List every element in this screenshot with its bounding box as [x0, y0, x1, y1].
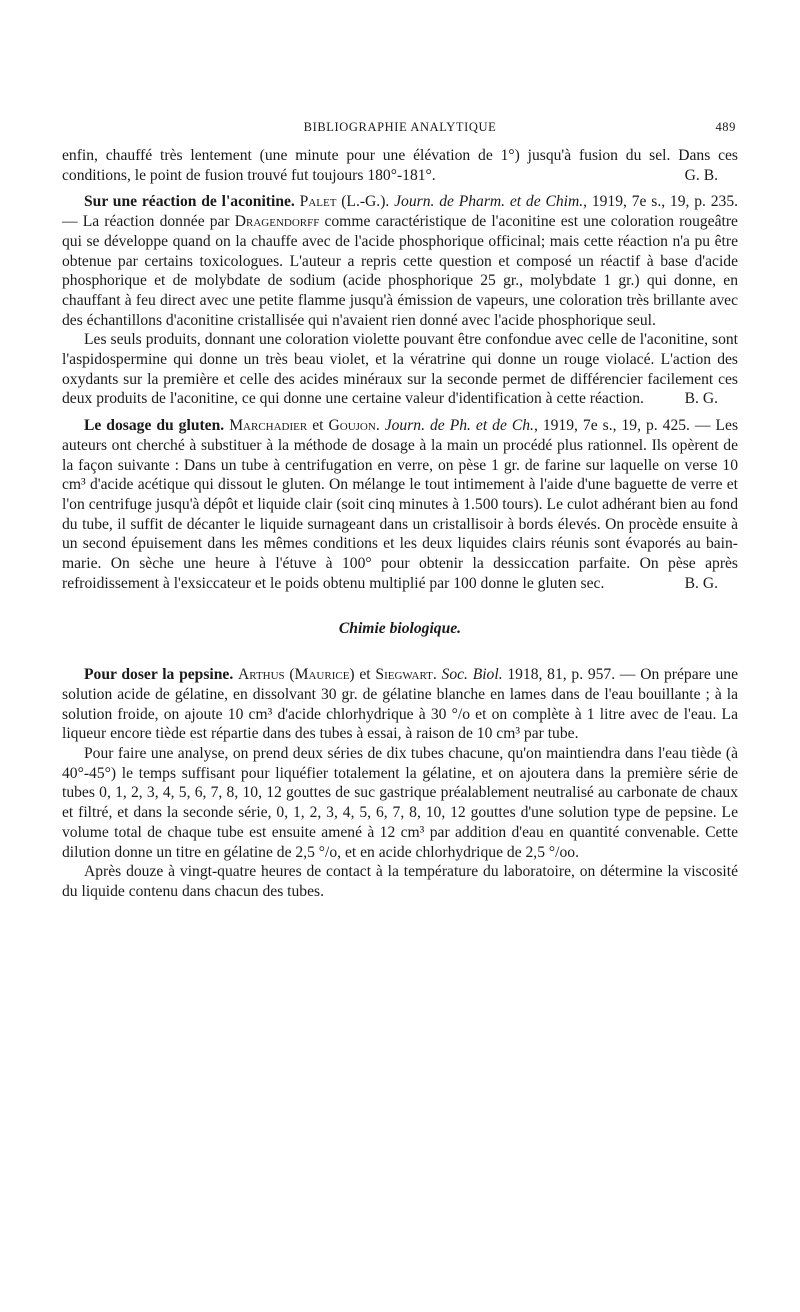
book-page [62, 118, 738, 902]
aconitine-body-b: comme caractéristique de l'aconitine est une coloration rougeâtre qui se développe quand on la chauffe avec de l'acide phosphorique officinal; mais cette réaction n'a pu être obtenue par certains toxicologues. L'auteur a repris cette question et composé un réactif à base d'acide phosphorique et de molybdate de sodium (acide phosphorique 25 gr., molybdate 1 gr.) qui donne, en chauffant à feu direct avec une petite flamme jusqu'à émission de vapeurs, une coloration très brillante avec des échantillons d'aconitine cristallisée qui n'avaient rien donné avec l'acide phosphorique seul. [62, 213, 738, 329]
pepsine-paragraph-2: Pour faire une analyse, on prend deux séries de dix tubes chacune, qu'on maintiendra dans l'eau tiède (à 40°-45°) le temps suffisant pour liquéfier totalement la gélatine, et on ajoutera dans la première série de tubes 0, 1, 2, 3, 4, 5, 6, 7, 8, 10, 12 gouttes de suc gastrique préalablement neutralisé au carbonate de chaux et filtré, et dans la seconde série, 0, 1, 2, 3, 4, 5, 6, 7, 8, 10, 12 gouttes d'une solution type de pepsine. Le volume total de chaque tube est ensuite amené à 12 cm³ par addition d'eau en quantité convenable. Cette dilution donne un titre en gélatine de 2,5 °/o, et en acide chlorhydrique de 2,5 °/oo. [62, 744, 738, 861]
aconitine-heading: Sur une réaction de l'aconitine. [84, 193, 295, 211]
pepsine-heading: Pour doser la pepsine. [84, 666, 234, 684]
gluten-heading: Le dosage du gluten. [84, 417, 225, 435]
gluten-author-1: Marchadier [229, 417, 308, 435]
running-head-title: BIBLIOGRAPHIE ANALYTIQUE [303, 120, 497, 134]
pepsine-author-2: Siegwart. [375, 666, 437, 684]
entry-pepsine [62, 665, 738, 901]
running-head [62, 118, 738, 140]
carryover-text: enfin, chauffé très lentement (une minute pour une élévation de 1°) jusqu'à fusion du sel. Dans ces conditions, le point de fusion trouvé fut toujours 180°-181°. [62, 147, 738, 184]
pepsine-author-1: Arthus [238, 666, 285, 684]
aconitine-citation: , 1919, 7e s., 19, p. 235. — [62, 193, 739, 231]
pepsine-author-1-first: (Maurice) [289, 666, 355, 684]
aconitine-body-a: La réaction donnée par [82, 213, 230, 231]
aconitine-signature: B. G. [684, 390, 718, 408]
section-title: Chimie biologique. [338, 620, 462, 638]
carryover-signature: G. B. [684, 166, 718, 184]
gluten-body: Les auteurs ont cherché à substituer à la méthode de dosage à la main un procédé plus rationnel. Ils opèrent de la façon suivante : Dans un tube à centrifugation en verre, on pèse 1 gr. de farine sur laquelle on verse 10 cm³ d'acide acétique qui dissout le gluten. On mélange le tout intimement à l'aide d'une baguette de verre et l'on centrifuge jusqu'à dépôt et liquide clair (soit cinq minutes à 1.500 tours). Le culot adhérant bien au fond du tube, il suffit de décanter le liquide surnageant dans un cristallisoir à bords élevés. On procède ensuite à un second épuisement dans les mêmes conditions et les deux liquides clairs réunis sont évaporés au bain-marie. On sèche une heure à l'étuve à 100° pour obtenir la dessiccation parfaite. On pèse après refroidissement à l'exsiccateur et le poids obtenu multiplié par 100 donne le gluten sec. [62, 417, 739, 592]
pepsine-paragraph-3: Après douze à vingt-quatre heures de contact à la température du laboratoire, on détermine la viscosité du liquide contenu dans chacun des tubes. [62, 863, 738, 900]
gluten-connector: et [312, 417, 324, 435]
carryover-paragraph [62, 146, 738, 185]
pepsine-body: On prépare une solution acide de gélatine, en dissolvant 30 gr. de gélatine blanche en lames dans de l'eau bouillante ; à la solution froide, on ajoute 10 cm³ d'acide chlorhydrique à 30 °/o et on complète à 1 litre avec de l'eau. La liqueur encore tiède est répartie dans des tubes à essai, à raison de 10 cm³ par tube. [62, 666, 739, 743]
gluten-signature: B. G. [684, 574, 718, 592]
entry-gluten [62, 416, 738, 593]
page-number: 489 [715, 120, 736, 134]
aconitine-author-initials: (L.-G.). [341, 193, 390, 211]
aconitine-journal: Journ. de Pharm. et de Chim. [394, 193, 584, 211]
pepsine-citation: 1918, 81, p. 957. — [502, 666, 641, 684]
gluten-citation: , 1919, 7e s., 19, p. 425. — [533, 417, 716, 435]
aconitine-author: Palet [299, 193, 337, 211]
pepsine-paragraph-1 [62, 665, 738, 744]
aconitine-cited-author: Dragendorff [234, 213, 320, 231]
gluten-journal: Journ. de Ph. et de Ch. [384, 417, 534, 435]
gluten-author-2: Goujon. [328, 417, 380, 435]
aconitine-paragraph-2-text: Les seuls produits, donnant une coloration violette pouvant être confondue avec celle de l'aconitine, sont l'aspidospermine qui donne un très beau violet, et la vératrine qui donne un rouge violacé. L'action des oxydants sur la première et celle des acides minéraux sur la seconde permet de différencier facilement ces deux produits de l'aconitine, ce qui donne une certaine valeur d'identification à cette réaction. [62, 331, 738, 408]
pepsine-journal: Soc. Biol. [441, 666, 503, 684]
aconitine-paragraph-1 [62, 192, 738, 330]
entry-aconitine [62, 192, 738, 409]
aconitine-paragraph-2 [62, 330, 738, 409]
gluten-paragraph [62, 416, 738, 593]
pepsine-connector: et [359, 666, 371, 684]
